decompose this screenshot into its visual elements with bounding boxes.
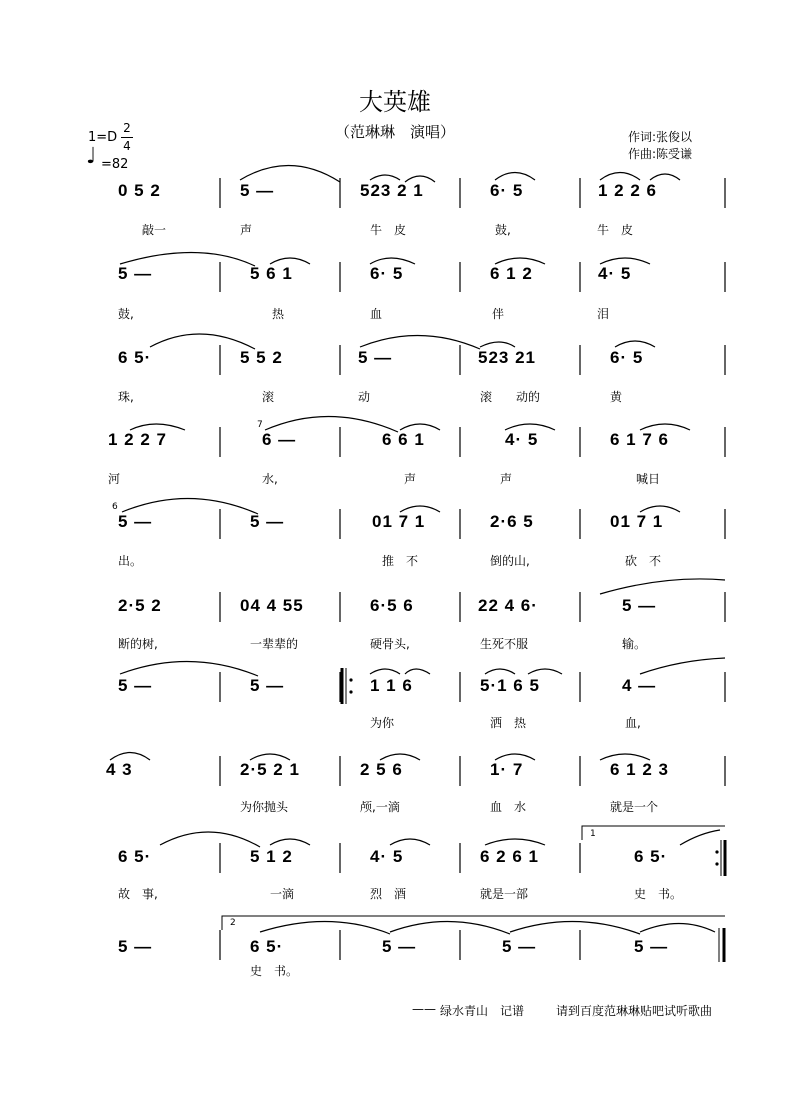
row4-bar5-notes: 6 1 7 6 [610, 430, 669, 449]
row1-bar1-lyrics: 敲一 [142, 223, 167, 237]
row5-bar1-grace: 6 [112, 502, 118, 512]
row2-bar3-notes: 6· 5 [370, 264, 404, 283]
time-signature-numerator: 2 [123, 121, 131, 135]
row6-bar2-lyrics: 一辈辈的 [250, 637, 299, 651]
row8-bar3-notes: 2 5 6 [360, 760, 403, 779]
row2-bar2-lyrics: 热 [272, 307, 285, 321]
row2-bar1-lyrics: 鼓, [118, 307, 134, 321]
row1-bar3-lyrics: 牛 皮 [370, 223, 407, 237]
row6-bar1-notes: 2·5 2 [118, 596, 162, 615]
row3-bar3-notes: 5 — [358, 348, 393, 367]
row2-bar2-notes: 5 6 1 [250, 264, 293, 283]
row9-bar2-lyrics: 一滴 [270, 887, 295, 901]
time-signature-denominator: 4 [123, 139, 131, 153]
row3-bar1-lyrics: 珠, [118, 390, 134, 404]
row3-bar3-lyrics: 动 [358, 390, 371, 404]
row4-bar2-grace: 7 [257, 420, 263, 430]
row3-bar1-notes: 6 5· [118, 348, 152, 367]
row8-bar5-lyrics: 就是一个 [610, 800, 659, 814]
row6-bar2-notes: 04 4 55 [240, 596, 304, 615]
row2-bar3-lyrics: 血 [370, 307, 383, 321]
row3-bar5-lyrics: 黄 [610, 390, 623, 404]
row4-bar3-lyrics: 声 [404, 472, 417, 486]
row10-bar5-notes: 5 — [634, 937, 669, 956]
row8-bar2-lyrics: 为你抛头 [240, 800, 289, 814]
row9-bar5-notes: 6 5· [634, 847, 668, 866]
row3-bar4-notes: 523 21 [478, 348, 536, 367]
row1-bar2-notes: 5 — [240, 181, 275, 200]
row7-bar3-notes: 1 1 6 [370, 676, 413, 695]
row2-bar1-notes: 5 — [118, 264, 153, 283]
volta-2-label: 2 [230, 918, 236, 928]
row1-bar4-notes: 6· 5 [490, 181, 524, 200]
row1-bar5-notes: 1 2 2 6 [598, 181, 657, 200]
lyricist-credit: 作词:张俊以 [628, 130, 693, 144]
row4-bar4-lyrics: 声 [500, 472, 513, 486]
row5-bar2-notes: 5 — [250, 512, 285, 531]
row8-bar2-notes: 2·5 2 1 [240, 760, 300, 779]
row9-bar4-notes: 6 2 6 1 [480, 847, 539, 866]
row10-bar2-lyrics: 史 书。 [250, 964, 299, 978]
row4-bar2-lyrics: 水, [262, 472, 278, 486]
row3-bar2-lyrics: 滚 [262, 390, 275, 404]
row6-bar3-notes: 6·5 6 [370, 596, 414, 615]
row8-bar4-notes: 1· 7 [490, 760, 524, 779]
row5-bar5-notes: 01 7 1 [610, 512, 664, 531]
row9-bar4-lyrics: 就是一部 [480, 887, 529, 901]
song-title: 大英雄 [359, 88, 431, 116]
row8-bar5-notes: 6 1 2 3 [610, 760, 669, 779]
row1-bar3-notes: 523 2 1 [360, 181, 424, 200]
row3-bar5-notes: 6· 5 [610, 348, 644, 367]
footer-transcriber: 绿水青山 记谱 [440, 1004, 525, 1018]
row7-bar4-notes: 5·1 6 5 [480, 676, 540, 695]
composer-credit: 作曲:陈受谦 [628, 147, 693, 161]
row6-bar4-notes: 22 4 6· [478, 596, 538, 615]
row5-bar5-lyrics: 砍 不 [625, 554, 662, 568]
row9-bar1-notes: 6 5· [118, 847, 152, 866]
row4-bar2-notes: 6 — [262, 430, 297, 449]
row5-bar3-lyrics: 推 不 [382, 554, 419, 568]
row5-bar1-lyrics: 出。 [118, 554, 143, 568]
row6-bar5-notes: 5 — [622, 596, 657, 615]
row9-bar2-notes: 5 1 2 [250, 847, 293, 866]
footer-dash: —— [412, 1002, 436, 1016]
row6-bar5-lyrics: 输。 [622, 637, 647, 651]
row1-bar4-lyrics: 鼓, [495, 223, 511, 237]
row10-bar1-notes: 5 — [118, 937, 153, 956]
row3-bar2-notes: 5 5 2 [240, 348, 283, 367]
row9-bar3-lyrics: 烈 酒 [370, 887, 407, 901]
key-signature: 1=D [88, 130, 118, 145]
row4-bar1-lyrics: 河 [108, 472, 121, 486]
row5-bar3-notes: 01 7 1 [372, 512, 426, 531]
row4-bar4-notes: 4· 5 [505, 430, 539, 449]
row9-bar3-notes: 4· 5 [370, 847, 404, 866]
row6-bar3-lyrics: 硬骨头, [370, 637, 410, 651]
row7-bar5-notes: 4 — [622, 676, 657, 695]
row4-bar5-lyrics: 喊日 [636, 472, 661, 486]
quarter-note-icon: ♩ [86, 144, 97, 169]
row2-bar4-notes: 6 1 2 [490, 264, 533, 283]
row7-bar4-lyrics: 洒 热 [490, 716, 527, 730]
row10-bar2-notes: 6 5· [250, 937, 284, 956]
row7-bar3-lyrics: 为你 [370, 716, 395, 730]
row5-bar4-notes: 2·6 5 [490, 512, 534, 531]
row7-bar2-notes: 5 — [250, 676, 285, 695]
row10-bar3-notes: 5 — [382, 937, 417, 956]
row2-bar4-lyrics: 伴 [492, 307, 505, 321]
row10-bar4-notes: 5 — [502, 937, 537, 956]
row9-bar5-lyrics: 史 书。 [634, 887, 683, 901]
performer-subtitle: （范琳琳 演唱） [334, 123, 455, 141]
row2-bar5-lyrics: 泪 [597, 307, 610, 321]
row7-bar5-lyrics: 血, [625, 716, 641, 730]
row7-bar1-notes: 5 — [118, 676, 153, 695]
row1-bar5-lyrics: 牛 皮 [597, 223, 634, 237]
row1-bar1-notes: 0 5 2 [118, 181, 161, 200]
row9-bar1-lyrics: 故 事, [118, 887, 158, 901]
row8-bar3-lyrics: 颅,一滴 [360, 800, 400, 814]
row5-bar4-lyrics: 倒的山, [490, 554, 530, 568]
row4-bar3-notes: 6 6 1 [382, 430, 425, 449]
tempo-marking: =82 [101, 157, 129, 172]
row1-bar2-lyrics: 声 [240, 223, 253, 237]
row8-bar1-notes: 4 3 [106, 760, 133, 779]
row2-bar5-notes: 4· 5 [598, 264, 632, 283]
row3-bar4-lyrics: 滚 动的 [480, 390, 541, 404]
row4-bar1-notes: 1 2 2 7 [108, 430, 167, 449]
row6-bar1-lyrics: 断的树, [118, 637, 158, 651]
row6-bar4-lyrics: 生死不服 [480, 637, 529, 651]
row8-bar4-lyrics: 血 水 [490, 800, 527, 814]
footer-note: 请到百度范琳琳贴吧试听歌曲 [556, 1004, 713, 1018]
row5-bar1-notes: 5 — [118, 512, 153, 531]
volta-1-label: 1 [590, 829, 596, 839]
